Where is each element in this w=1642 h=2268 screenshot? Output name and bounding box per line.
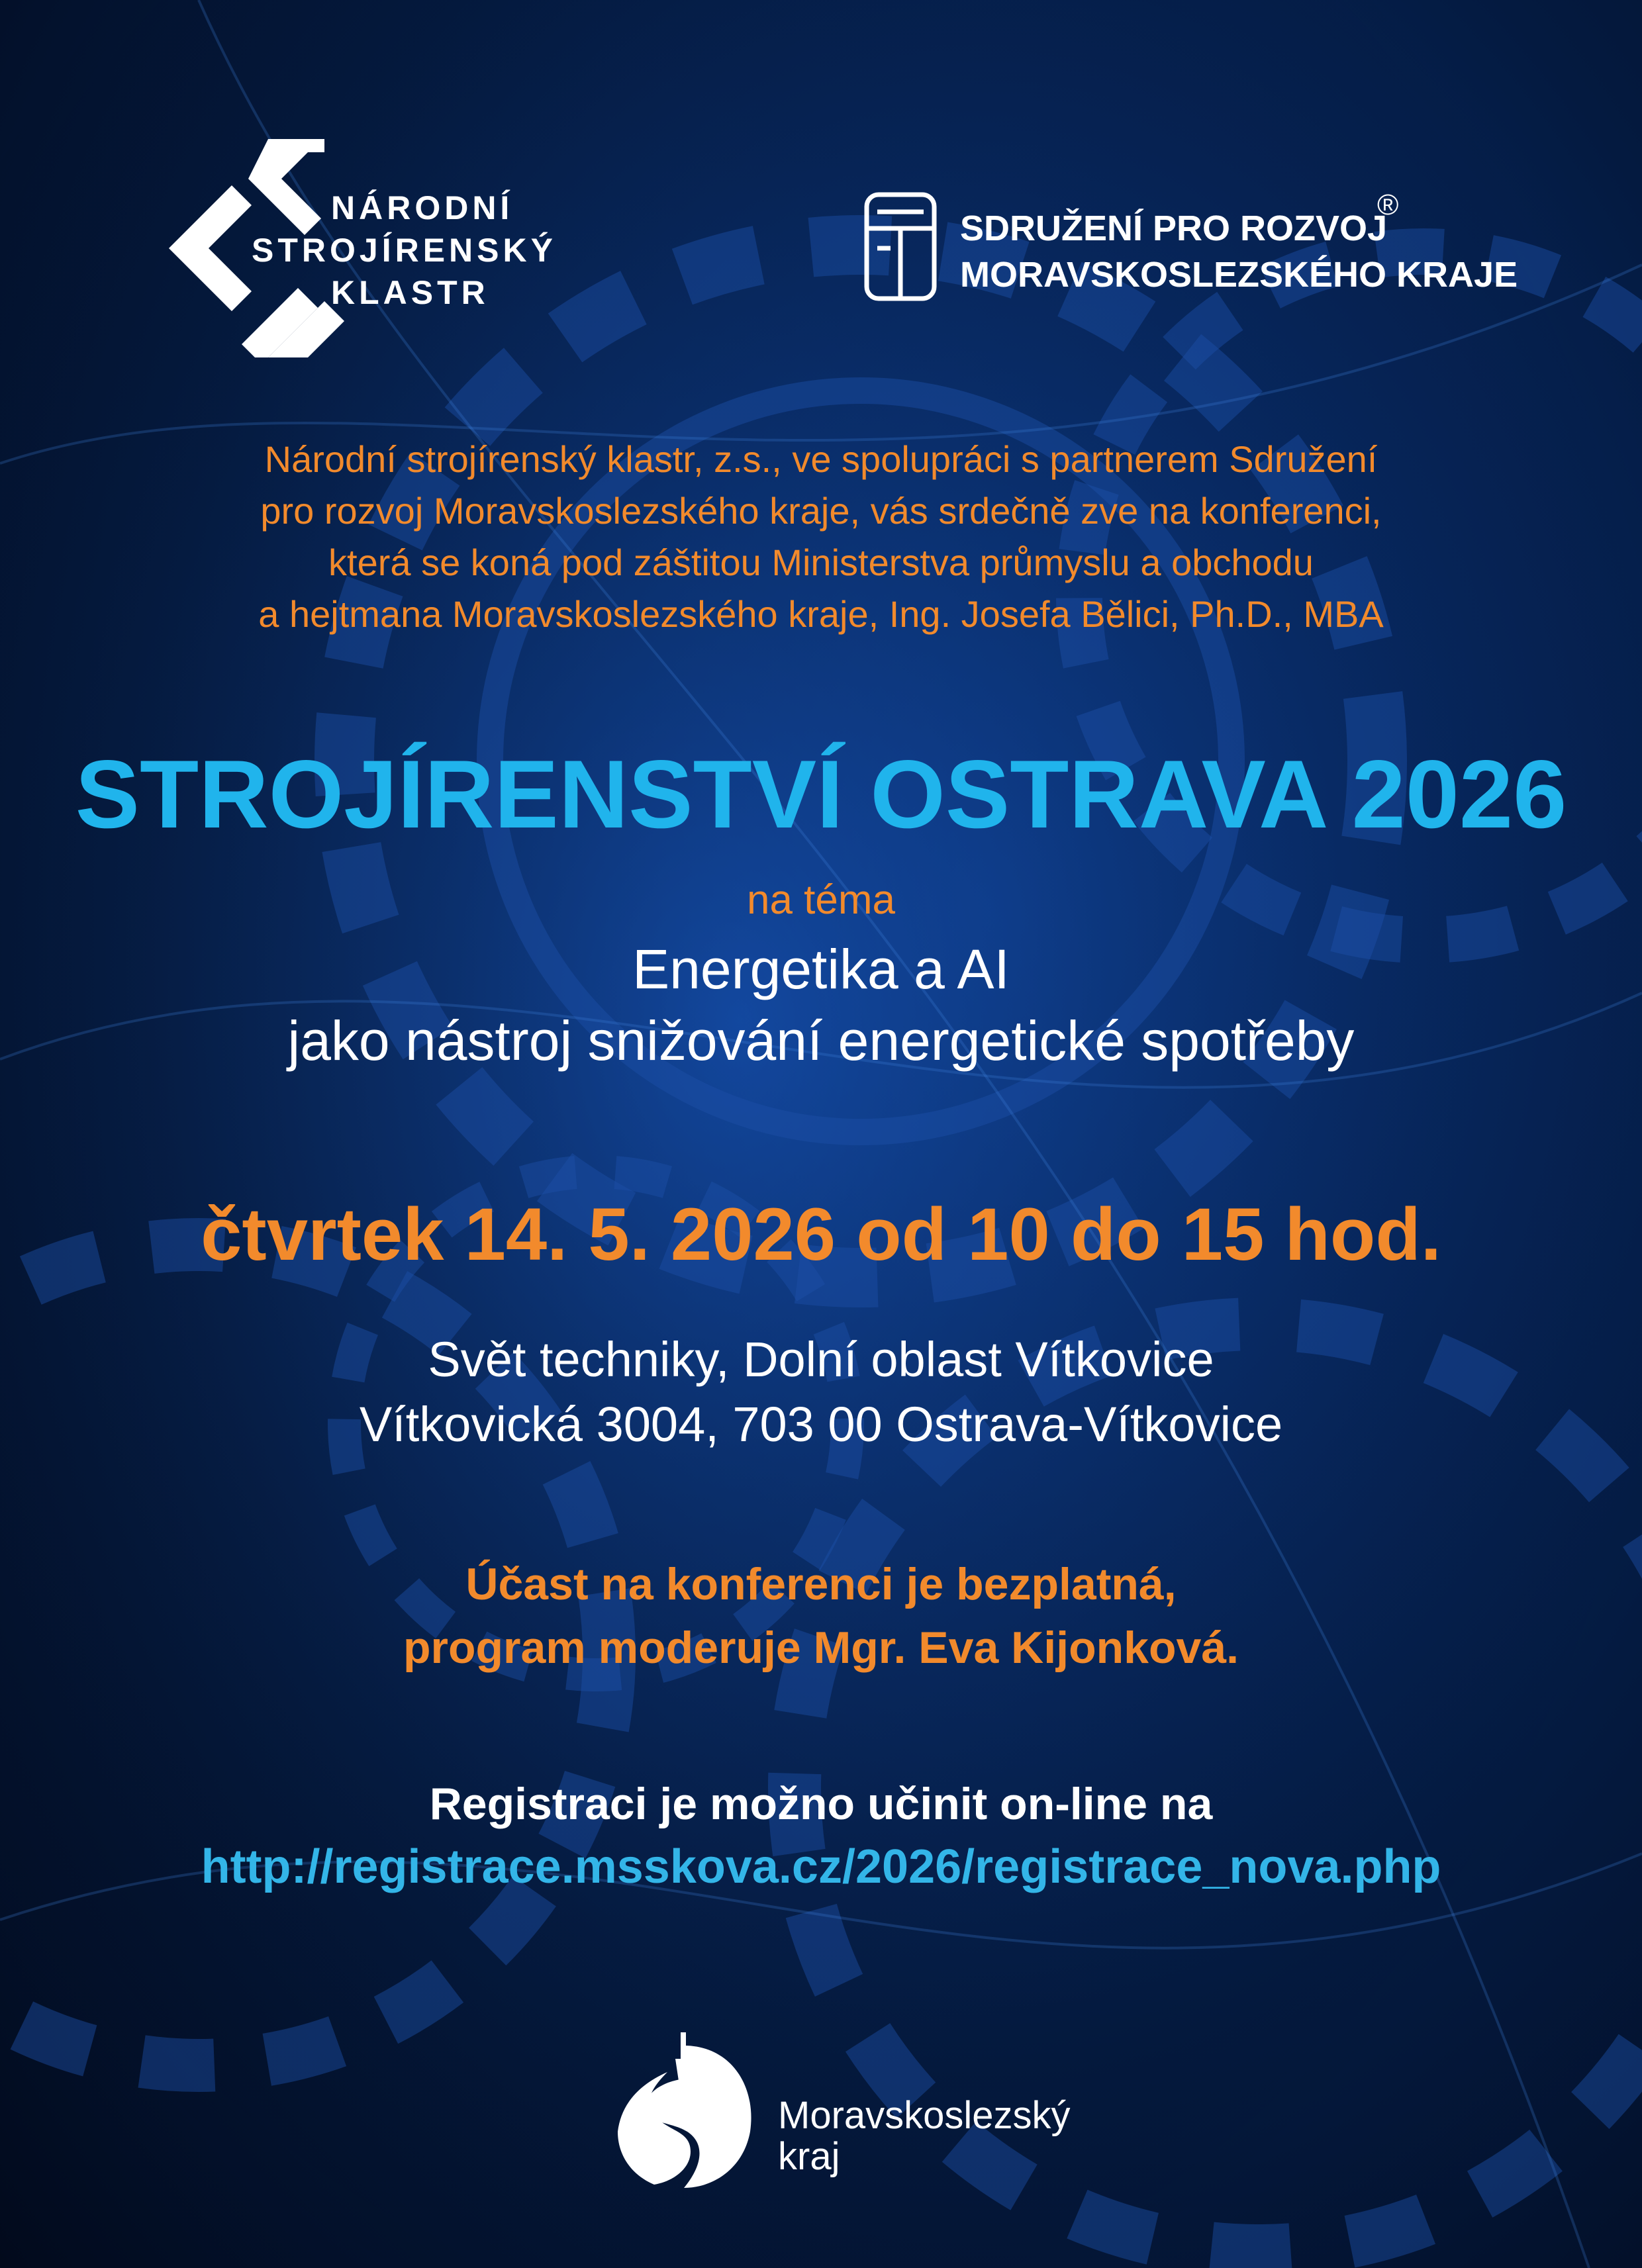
registration-link[interactable]: http://registrace.msskova.cz/2026/registrace_nova.php: [201, 1840, 1441, 1893]
topic-line-1: Energetika a AI: [632, 938, 1010, 1000]
intro-paragraph: [0, 434, 1642, 640]
fee-line-1: Účast na konferenci je bezplatná,: [465, 1559, 1177, 1609]
nsk-line-3: KLASTR: [331, 274, 489, 311]
msk-logo-mark: [608, 2032, 760, 2191]
registered-mark: ®: [1377, 189, 1399, 221]
nsk-line-2: STROJÍRENSKÝ: [252, 232, 557, 269]
nsk-logo-text: [252, 187, 557, 314]
conference-topic: [0, 933, 1642, 1076]
venue-line-1: Svět techniky, Dolní oblast Vítkovice: [428, 1332, 1214, 1387]
sdruzeni-logo-mark: [864, 192, 937, 301]
msk-line-1: Moravskoslezský: [778, 2094, 1071, 2137]
intro-line-2: pro rozvoj Moravskoslezského kraje, vás srdečně zve na konferenci,: [260, 490, 1382, 532]
event-venue: [0, 1327, 1642, 1457]
sdruzeni-logo-text: [960, 205, 1518, 298]
intro-line-1: Národní strojírenský klastr, z.s., ve spolupráci s partnerem Sdružení: [264, 438, 1378, 480]
msk-line-2: kraj: [778, 2135, 840, 2178]
nsk-line-1: NÁRODNÍ: [331, 189, 514, 226]
fee-info: [0, 1552, 1642, 1679]
conference-title: STROJÍRENSTVÍ OSTRAVA 2026: [75, 740, 1567, 848]
registration-text: Registraci je možno učinit on-line na: [429, 1779, 1213, 1829]
sdruzeni-line-2: MORAVSKOSLEZSKÉHO KRAJE: [960, 255, 1518, 295]
venue-line-2: Vítkovická 3004, 703 00 Ostrava-Vítkovice: [359, 1397, 1283, 1452]
topic-intro: na téma: [746, 877, 896, 923]
intro-line-3: která se koná pod záštitou Ministerstva průmyslu a obchodu: [328, 542, 1314, 583]
msk-logo-text: [778, 2095, 1071, 2177]
topic-line-2: jako nástroj snižování energetické spotřeby: [287, 1010, 1355, 1072]
sdruzeni-line-1: SDRUŽENÍ PRO ROZVOJ: [960, 209, 1388, 248]
event-date: čtvrtek 14. 5. 2026 od 10 do 15 hod.: [201, 1193, 1441, 1276]
fee-line-2: program moderuje Mgr. Eva Kijonková.: [403, 1623, 1239, 1673]
intro-line-4: a hejtmana Moravskoslezského kraje, Ing. Josefa Bělici, Ph.D., MBA: [258, 593, 1384, 635]
